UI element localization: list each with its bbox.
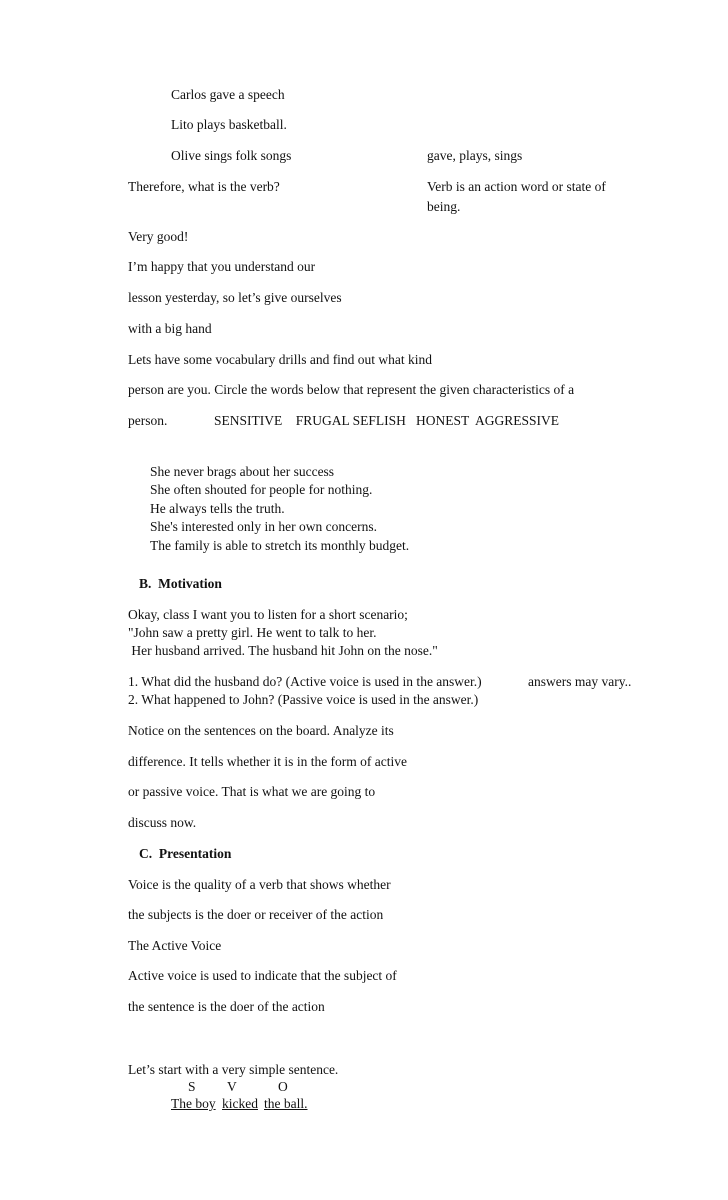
scenario-line: "John saw a pretty girl. He went to talk to her. — [128, 625, 377, 640]
subheading-active-voice: The Active Voice — [128, 938, 222, 953]
paragraph-line: Active voice is used to indicate that the subject of — [128, 968, 397, 983]
paragraph-line: Lets have some vocabulary drills and find out what kind — [128, 352, 433, 367]
paragraph-line: Voice is the quality of a verb that shows whether — [128, 877, 391, 892]
drill-sentence: The family is able to stretch its monthly budget. — [150, 538, 410, 553]
paragraph-line: Let’s start with a very simple sentence. — [128, 1062, 339, 1077]
svo-label-object: O — [278, 1079, 288, 1094]
example-sentence: Olive sings folk songs — [171, 148, 292, 163]
drill-sentence: She never brags about her success — [150, 464, 335, 479]
paragraph-line: lesson yesterday, so let’s give ourselves — [128, 290, 342, 305]
question-line: 1. What did the husband do? (Active voice is used in the answer.) — [128, 674, 482, 689]
answers-note: answers may vary.. — [528, 674, 632, 689]
verb-answer-line: Verb is an action word or state of — [427, 179, 606, 194]
example-sentence: Lito plays basketball. — [171, 117, 287, 132]
scenario-line: Her husband arrived. The husband hit John on the nose." — [128, 643, 438, 658]
drill-sentence: He always tells the truth. — [150, 501, 285, 516]
paragraph-line: the sentence is the doer of the action — [128, 999, 325, 1014]
sentence-verb: kicked — [222, 1096, 258, 1111]
paragraph-line: the subjects is the doer or receiver of the action — [128, 907, 384, 922]
verb-question: Therefore, what is the verb? — [128, 179, 280, 194]
paragraph-line: person are you. Circle the words below that represent the given characteristics of a — [128, 382, 575, 397]
sentence-object: the ball. — [264, 1096, 308, 1111]
verb-answer-line: being. — [427, 199, 461, 214]
drill-sentence: She often shouted for people for nothing. — [150, 482, 373, 497]
paragraph-line: I’m happy that you understand our — [128, 259, 316, 274]
svo-label-subject: S — [188, 1079, 196, 1094]
paragraph-line: discuss now. — [128, 815, 197, 830]
praise-text: Very good! — [128, 229, 189, 244]
example-sentence: Carlos gave a speech — [171, 87, 285, 102]
sentence-subject: The boy — [171, 1096, 216, 1111]
section-heading-motivation: B. Motivation — [139, 576, 222, 591]
paragraph-line: with a big hand — [128, 321, 212, 336]
question-line: 2. What happened to John? (Passive voice is used in the answer.) — [128, 692, 479, 707]
vocabulary-words: SENSITIVE FRUGAL SEFLISH HONEST AGGRESSIVE — [214, 413, 560, 428]
paragraph-line: Notice on the sentences on the board. Analyze its — [128, 723, 394, 738]
paragraph-line: or passive voice. That is what we are going to — [128, 784, 376, 799]
paragraph-line: difference. It tells whether it is in the form of active — [128, 754, 408, 769]
example-answer: gave, plays, sings — [427, 148, 523, 163]
svo-label-verb: V — [227, 1079, 237, 1094]
scenario-line: Okay, class I want you to listen for a short scenario; — [128, 607, 408, 622]
section-heading-presentation: C. Presentation — [139, 846, 232, 861]
paragraph-line: person. — [128, 413, 168, 428]
drill-sentence: She's interested only in her own concerns. — [150, 519, 378, 534]
